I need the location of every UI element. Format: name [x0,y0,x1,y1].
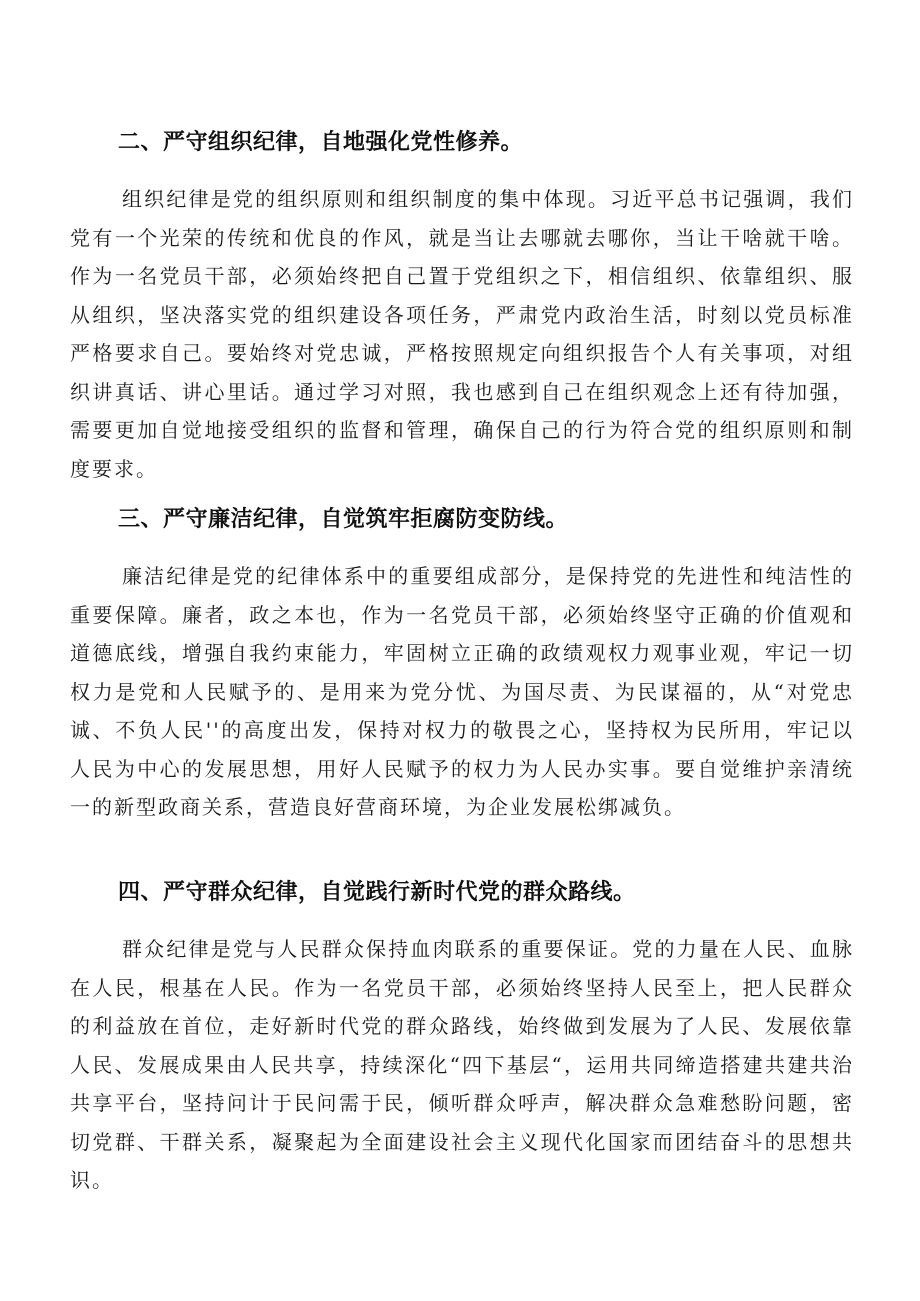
section-heading-4: 四、严守群众纪律，自觉践行新时代党的群众路线。 [118,880,636,905]
section-paragraph-3: 廉洁纪律是党的纪律体系中的重要组成部分，是保持党的先进性和纯洁性的重要保障。廉者，政之本也，作为一名党员干部，必须始终坚守正确的价值观和道德底线，增强自我约束能力，牢固树立正确的政绩观权力观事业观，牢记一切权力是党和人民赋予的、是用来为党分忧、为国尽责、为民谋福的，从“对党忠诚、不负人民''的高度出发，保持对权力的敬畏之心，坚持权为民所用，牢记以人民为中心的发展思想，用好人民赋予的权力为人民办实事。要自觉维护亲清统一的新型政商关系，营造良好营商环境，为企业发展松绑减负。 [70,564,854,819]
section-heading-3: 三、严守廉洁纪律，自觉筑牢拒腐防变防线。 [118,507,569,532]
section-paragraph-2: 组织纪律是党的组织原则和组织制度的集中体现。习近平总书记强调，我们党有一个光荣的传统和优良的作风，就是当让去哪就去哪你，当让干啥就干啥。作为一名党员干部，必须始终把自己置于党组织之下，相信组织、依靠组织、服从组织，坚决落实党的组织建设各项任务，严肃党内政治生活，时刻以党员标准严格要求自己。要始终对党忠诚，严格按照规定向组织报告个人有关事项，对组织讲真话、讲心里话。通过学习对照，我也感到自己在组织观念上还有待加强，需要更加自觉地接受组织的监督和管理，确保自己的行为符合党的组织原则和制度要求。 [70,187,854,481]
section-heading-2: 二、严守组织纪律，自地强化党性修养。 [118,130,524,155]
section-paragraph-4: 群众纪律是党与人民群众保持血肉联系的重要保证。党的力量在人民、血脉在人民，根基在人民。作为一名党员干部，必须始终坚持人民至上，把人民群众的利益放在首位，走好新时代党的群众路线，始终做到发展为了人民、发展依靠人民、发展成果由人民共享，持续深化“四下基层“，运用共同缔造搭建共建共治共享平台，坚持问计于民问需于民，倾听群众呼声，解决群众急难愁盼问题，密切党群、干群关系，凝聚起为全面建设社会主义现代化国家而团结奋斗的思想共识。 [70,937,854,1192]
